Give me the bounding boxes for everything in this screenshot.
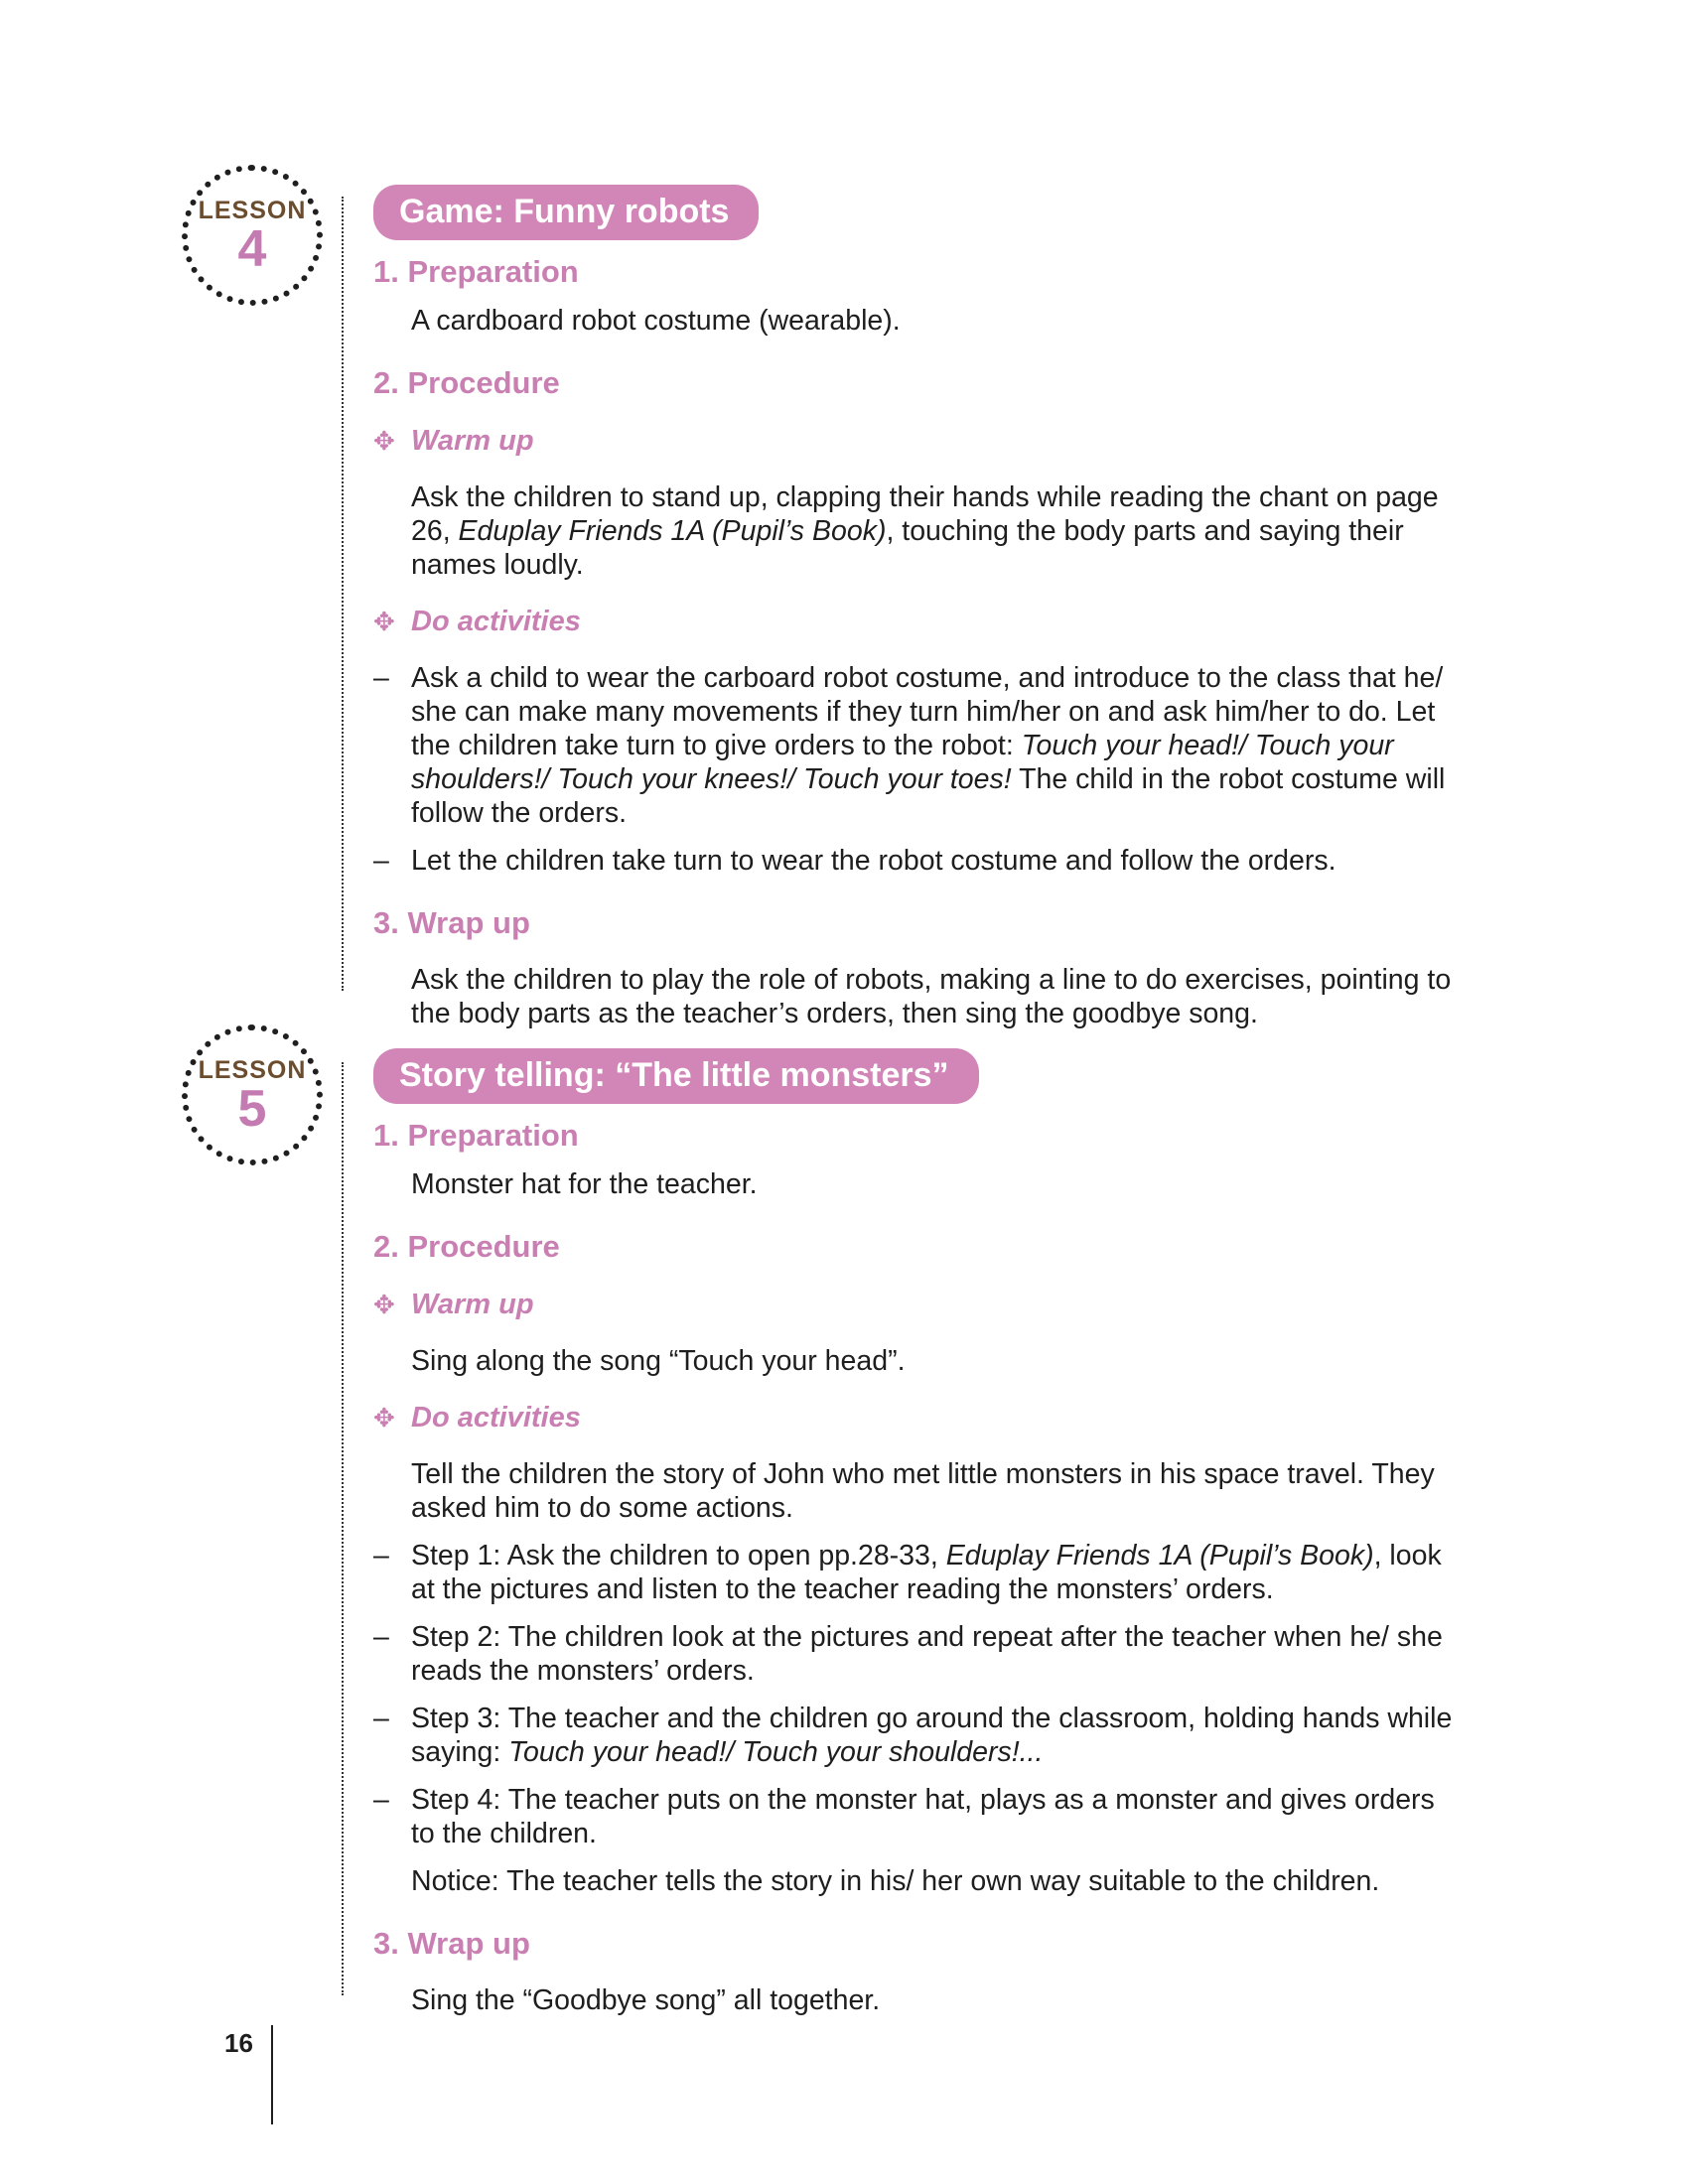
lesson-number: 4 xyxy=(237,220,267,278)
lesson-5-warm-text: Sing along the song “Touch your head”. xyxy=(411,1345,906,1377)
lesson-5-proc-heading: 2. Procedure xyxy=(373,1229,560,1264)
list-item xyxy=(373,661,1456,830)
lesson-4-prep-heading: 1. Preparation xyxy=(373,254,579,289)
lesson-label: LESSON xyxy=(198,197,307,224)
lesson-5-divider xyxy=(342,1062,344,1995)
book-title: Eduplay Friends 1A (Pupil’s Book) xyxy=(458,515,887,547)
lesson-4-do-heading xyxy=(373,604,1456,639)
lesson-5-notice: Notice: The teacher tells the story in his/ her own way suitable to the children. xyxy=(411,1865,1380,1897)
page-number: 16 xyxy=(224,2028,253,2058)
step-text: , look at the pictures and listen to the teacher reading the monsters’ orders. xyxy=(411,1540,1442,1605)
lesson-5-wrap-text: Sing the “Goodbye song” all together. xyxy=(411,1984,881,2016)
lesson-number: 5 xyxy=(237,1080,267,1138)
lesson-4-wrap-heading: 3. Wrap up xyxy=(373,905,530,940)
item-text: The child in the robot costume will follow the orders. xyxy=(411,763,1446,829)
item-orders: Touch your head!/ Touch your shoulders!/ Touch your knees!/ Touch your toes! xyxy=(411,730,1394,795)
lesson-label: LESSON xyxy=(198,1056,307,1084)
warm-heading-label: Warm up xyxy=(411,425,534,457)
warm-text-part: Ask the children to stand up, clapping their hands while reading the chant on page 26, xyxy=(411,481,1439,547)
list-item xyxy=(373,1539,1456,1606)
sparkle-icon: ✥ xyxy=(373,607,395,636)
lesson-5-steps-list xyxy=(373,1539,1456,1850)
lesson-4-warm-heading xyxy=(373,423,1456,459)
page-number-rule xyxy=(271,2025,273,2124)
lesson-4-title: Game: Funny robots xyxy=(373,185,759,240)
step-orders: Touch your head!/ Touch your shoulders!... xyxy=(508,1736,1044,1768)
list-item: – Step 4: The teacher puts on the monster hat, plays as a monster and gives orders to the children. xyxy=(373,1783,1456,1850)
lesson-4-proc-heading: 2. Procedure xyxy=(373,365,560,400)
do-heading-label: Do activities xyxy=(411,1402,581,1433)
item-text: Ask a child to wear the carboard robot costume, and introduce to the class that he/ she can make many movements if they turn him/her on and ask him/her to do. Let the children take turn to give orders to the robot: xyxy=(411,662,1444,761)
lesson-5-warm-heading xyxy=(373,1287,1456,1322)
book-title: Eduplay Friends 1A (Pupil’s Book) xyxy=(945,1540,1374,1571)
step-text: Step 3: The teacher and the children go around the classroom, holding hands while saying: xyxy=(411,1703,1453,1768)
lesson-5-prep-text: Monster hat for the teacher. xyxy=(411,1168,758,1200)
lesson-5-badge xyxy=(182,1024,323,1165)
lesson-4-badge xyxy=(182,165,323,306)
lesson-5-section xyxy=(373,1048,1456,2017)
lesson-5-do-intro: Tell the children the story of John who met little monsters in his space travel. They asked him to do some actions. xyxy=(411,1458,1435,1524)
lesson-5-prep-heading: 1. Preparation xyxy=(373,1118,579,1153)
lesson-5-title: Story telling: “The little monsters” xyxy=(373,1048,979,1104)
lesson-4-divider xyxy=(342,197,344,991)
warm-text-part: , touching the body parts and saying their names loudly. xyxy=(411,515,1404,581)
sparkle-icon: ✥ xyxy=(373,1290,395,1319)
lesson-5-do-heading xyxy=(373,1400,1456,1435)
sparkle-icon: ✥ xyxy=(373,426,395,456)
lesson-4-section xyxy=(373,185,1456,1030)
step-text: Step 1: Ask the children to open pp.28-33, xyxy=(411,1540,946,1571)
lesson-4-wrap-text: Ask the children to play the role of robots, making a line to do exercises, pointing to the body parts as the teacher’s orders, then sing the goodbye song. xyxy=(411,964,1452,1029)
lesson-5-wrap-heading: 3. Wrap up xyxy=(373,1926,530,1961)
lesson-4-activity-list xyxy=(373,661,1456,878)
do-heading-label: Do activities xyxy=(411,606,581,637)
warm-heading-label: Warm up xyxy=(411,1289,534,1320)
list-item: – Let the children take turn to wear the robot costume and follow the orders. xyxy=(373,844,1456,878)
list-item xyxy=(373,1702,1456,1769)
lesson-4-warm-text xyxy=(411,480,1456,582)
list-item: – Step 2: The children look at the pictures and repeat after the teacher when he/ she reads the monsters’ orders. xyxy=(373,1620,1456,1688)
lesson-4-prep-text: A cardboard robot costume (wearable). xyxy=(411,305,901,337)
sparkle-icon: ✥ xyxy=(373,1403,395,1433)
